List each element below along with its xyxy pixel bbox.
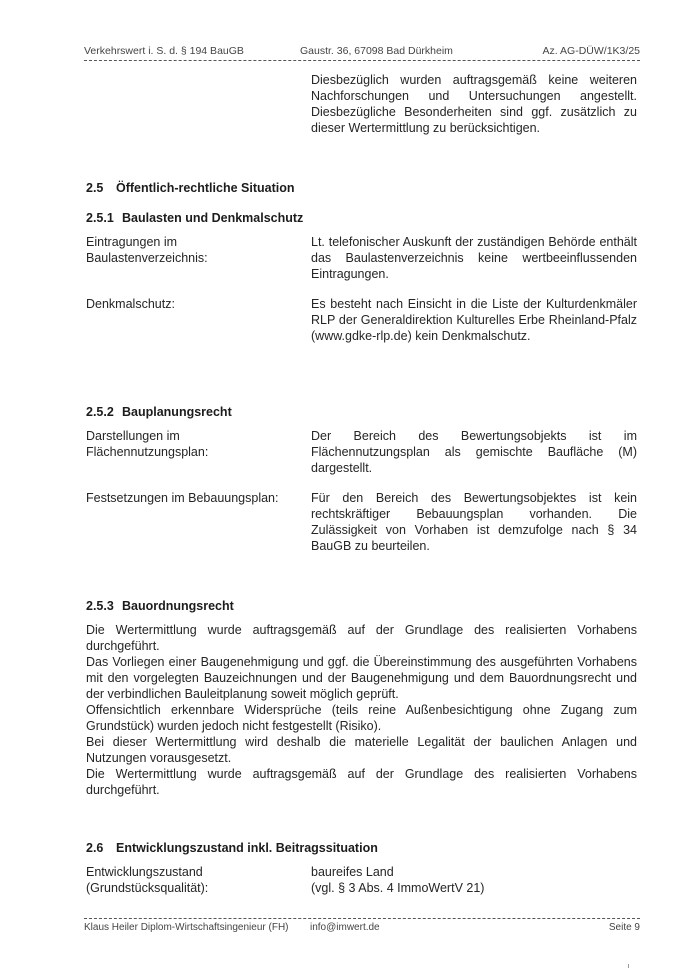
section-title: Bauordnungsrecht — [122, 599, 234, 613]
section-title: Öffentlich-rechtliche Situation — [116, 181, 295, 195]
section-heading-2-5-1 — [86, 210, 606, 226]
section-number: 2.5.1 — [86, 211, 114, 225]
scan-mark — [628, 964, 629, 968]
value-flaechennutzungsplan: Der Bereich des Bewertungsobjekts ist im Flächennutzungsplan als gemischte Baufläche (M) dargestellt. — [311, 429, 637, 475]
intro-paragraph: Diesbezüglich wurden auftragsgemäß keine weiteren Nachforschungen und Untersuchungen angestellt. Diesbezügliche Besonderheiten sind ggf. zusätzlich zu dieser Wertermittlung zu berücksichtigen. — [311, 73, 637, 135]
value-bebauungsplan: Für den Bereich des Bewertungsobjektes ist kein rechtskräftiger Bebauungsplan vorhanden. Die Zulässigkeit von Vorhaben ist demzufolge nach § 34 BauGB zu beurteilen. — [311, 491, 637, 553]
paragraph: Offensichtlich erkennbare Widersprüche (teils reine Außenbesichtigung ohne Zugang zum Grundstück) wurden jedoch nicht festgestellt (Risiko). — [86, 703, 637, 733]
header-right: Az. AG-DÜW/1K3/25 — [542, 45, 640, 57]
page-footer — [84, 918, 640, 935]
section-heading-2-5-3 — [86, 598, 606, 614]
section-number: 2.5 — [86, 181, 104, 195]
footer-center: info@imwert.de — [310, 922, 380, 933]
header-center: Gaustr. 36, 67098 Bad Dürkheim — [300, 45, 453, 57]
section-heading-2-6 — [86, 840, 606, 856]
section-title: Bauplanungsrecht — [122, 405, 232, 419]
label-bebauungsplan: Festsetzungen im Bebauungsplan: — [86, 491, 279, 505]
section-number: 2.6 — [86, 841, 104, 855]
section-title: Entwicklungszustand inkl. Beitragssituation — [116, 841, 378, 855]
paragraph: Die Wertermittlung wurde auftragsgemäß auf der Grundlage des realisierten Vorhabens durchgeführt. — [86, 623, 637, 653]
value-line: (vgl. § 3 Abs. 4 ImmoWertV 21) — [311, 881, 485, 895]
section-heading-2-5 — [86, 180, 606, 196]
paragraph: Das Vorliegen einer Baugenehmigung und ggf. die Übereinstimmung des ausgeführten Vorhabens mit den vorgelegten Bauzeichnungen und der Baugenehmigung und dem Bauordnungsrecht und der verbindlichen Bauleitplanung soweit möglich geprüft. — [86, 655, 637, 701]
header-left: Verkehrswert i. S. d. § 194 BauGB — [84, 45, 244, 57]
value-denkmalschutz: Es besteht nach Einsicht in die Liste der Kulturdenkmäler RLP der Generaldirektion Kulturelles Erbe Rheinland-Pfalz (www.gdke-rlp.de) kein Denkmalschutz. — [311, 297, 637, 343]
label-denkmalschutz: Denkmalschutz: — [86, 297, 175, 311]
label-flaechennutzungsplan: Darstellungen im Flächennutzungsplan: — [86, 429, 209, 459]
footer-page-number: Seite 9 — [608, 922, 640, 933]
section-title: Baulasten und Denkmalschutz — [122, 211, 304, 225]
value-entwicklungszustand — [311, 864, 637, 896]
paragraph: Bei dieser Wertermittlung wird deshalb die materielle Legalität der baulichen Anlagen und Nutzungen vorausgesetzt. — [86, 735, 637, 765]
footer-left: Klaus Heiler Diplom-Wirtschaftsingenieur (FH) — [84, 922, 289, 933]
paragraph: Die Wertermittlung wurde auftragsgemäß auf der Grundlage des realisierten Vorhabens durchgeführt. — [86, 767, 637, 797]
page-header — [84, 44, 640, 61]
value-baulasten: Lt. telefonischer Auskunft der zuständigen Behörde enthält das Baulastenverzeichnis keine wertbeeinflussenden Eintragungen. — [311, 235, 637, 281]
label-entwicklungszustand: Entwicklungszustand (Grundstücksqualität): — [86, 865, 209, 895]
label-baulasten: Eintragungen im Baulastenverzeichnis: — [86, 235, 208, 265]
section-heading-2-5-2 — [86, 404, 606, 420]
value-line: baureifes Land — [311, 865, 394, 879]
bauordnungsrecht-body — [86, 622, 637, 798]
section-number: 2.5.2 — [86, 405, 114, 419]
section-number: 2.5.3 — [86, 599, 114, 613]
